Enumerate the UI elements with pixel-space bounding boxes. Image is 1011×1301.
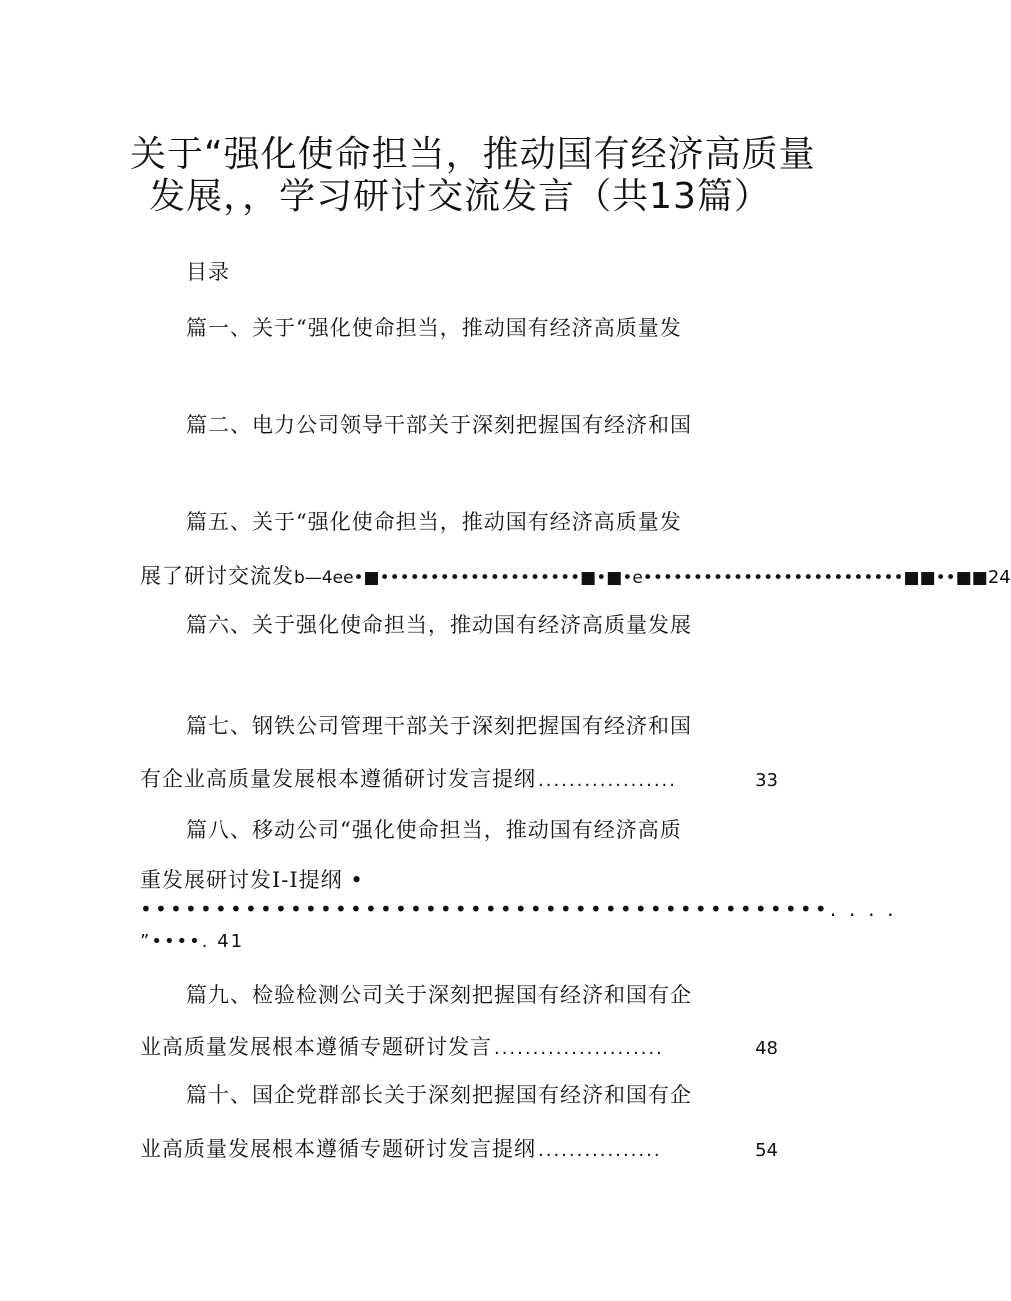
toc-entry-7-leader: .................. <box>538 770 677 791</box>
document-title-line-1: 关于“强化使命担当，推动国有经济高质量 <box>130 134 816 175</box>
toc-entry-7-title[interactable]: 篇七、钢铁公司管理干部关于深刻把握国有经济和国 <box>186 714 692 738</box>
toc-entry-9-title[interactable]: 篇九、检验检测公司关于深刻把握国有经济和国有企 <box>186 983 692 1007</box>
toc-entry-9-text: 业高质量发展根本遵循专题研讨发言 <box>140 1035 492 1059</box>
toc-entry-6-title[interactable]: 篇六、关于强化使命担当，推动国有经济高质量发展 <box>186 613 692 637</box>
toc-entry-8-text: 重发展研讨发I-I提纲 • <box>140 868 364 892</box>
toc-entry-10-title[interactable]: 篇十、国企党群部长关于深刻把握国有经济和国有企 <box>186 1083 692 1107</box>
toc-entry-5-continuation[interactable] <box>140 562 1011 592</box>
toc-entry-10-continuation[interactable] <box>140 1135 778 1165</box>
toc-heading: 目录 <box>186 260 230 284</box>
toc-entry-8-page: ”••••. 41 <box>140 931 245 952</box>
toc-entry-7-text: 有企业高质量发展根本遵循研讨发言提纲 <box>140 767 536 791</box>
toc-entry-9-continuation[interactable] <box>140 1033 778 1063</box>
toc-entry-5-page: 24 <box>987 567 1011 588</box>
toc-entry-10-text: 业高质量发展根本遵循专题研讨发言提纲 <box>140 1137 536 1161</box>
document-title-line-2: 发展，，学习研讨交流发言（共13篇） <box>149 176 771 217</box>
toc-entry-8-dot-leader: ••••••••••••••••••••••••••••••••••••••••••••••. . . . <box>140 897 897 921</box>
toc-entry-7-continuation[interactable] <box>140 765 778 795</box>
toc-entry-2-title[interactable]: 篇二、电力公司领导干部关于深刻把握国有经济和国 <box>186 413 692 437</box>
toc-entry-5-text: 展了研讨交流发 <box>140 564 294 588</box>
toc-entry-9-page: 48 <box>755 1038 778 1059</box>
toc-entry-10-leader: ................ <box>538 1140 662 1161</box>
toc-entry-5-garbled-leader: b—4ee•■••••••••••••••••••••■•■•e••••••••••••••••••••••••••■■••■■ <box>294 568 988 588</box>
toc-entry-1-title[interactable]: 篇一、关于“强化使命担当，推动国有经济高质量发 <box>186 316 682 340</box>
toc-entry-8-continuation[interactable] <box>140 866 778 894</box>
toc-entry-8-title[interactable]: 篇八、移动公司“强化使命担当，推动国有经济高质 <box>186 818 682 842</box>
toc-entry-7-page: 33 <box>755 770 778 791</box>
toc-entry-9-leader: ...................... <box>494 1038 664 1059</box>
toc-entry-5-title[interactable]: 篇五、关于“强化使命担当，推动国有经济高质量发 <box>186 510 682 534</box>
toc-entry-10-page: 54 <box>755 1140 778 1161</box>
